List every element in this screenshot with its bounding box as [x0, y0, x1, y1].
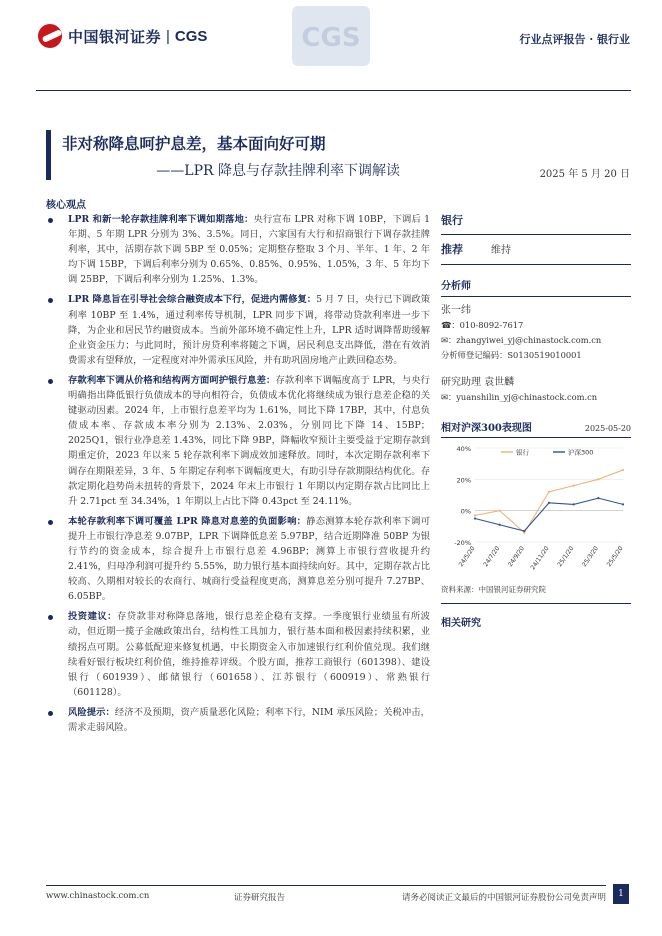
bullet-dot-icon — [48, 298, 53, 303]
key-point-text: 存款利率下调幅度高于 LPR，与央行明确指出降低银行负债成本的导向相符合，负债成本优化将继续成为银行息差企稳的关键驱动因素。2024 年，上市银行息差平均为 1.61%，同比下降 17BP，其中，付息负债成本率、存款成本率分别为 2.13%、2.03%，分别同比下降 14、15BP；2025Q1，银行业净息差 1.43%，同比下降 9BP，降幅收窄预计主要受益于定期存款到期重定价，2023 年以来 5 轮存款利率下调成效加速释放。同时，本次定期存款利率下调存在期限差异，3 年、5 年期定存利率下调幅度更大，有助引导存款期限结构优化。存款定期化趋势尚未扭转的背景下，2024 年末上市银行 1 年期以内定期存款占比同比上升 2.71pct 至 34.34%，1 年期以上占比下降 0.43pct 至 24.11%。 — [68, 374, 430, 507]
logo-separator: | — [166, 27, 170, 45]
key-point-text: 存贷款非对称降息落地，银行息差企稳有支撑。一季度银行业绩虽有所波动，但近期一揽子金融政策出台，结构性工具加力，银行基本面和极因素持续积累，业绩拐点可期。公募低配迎来修复机遇，中长期资金入市加速银行红利价值兑现。我们继续看好银行板块红利价值，维持推荐评级。个股方面，推荐工商银行（601398）、建设银行（601939）、邮储银行（601658）、江苏银行（600919）、常熟银行（601128）。 — [68, 611, 430, 698]
key-point-item — [46, 212, 430, 287]
x-tick-label: 25/5/20 — [605, 545, 625, 569]
assistant-email — [441, 390, 631, 405]
legend-label: 沪深300 — [568, 448, 594, 457]
key-point-item — [46, 292, 430, 367]
performance-chart — [441, 438, 631, 582]
series-point — [474, 514, 476, 516]
key-point-lead: 风险提示： — [68, 706, 115, 718]
rating-row — [441, 241, 631, 265]
cgs-watermark-icon — [288, 4, 374, 68]
analyst-cert: 分析师登记编码：S0130519010001 — [441, 350, 582, 360]
analyst-phone — [441, 318, 631, 333]
industry-label: 银行 — [441, 212, 631, 235]
x-tick-label: 25/1/20 — [556, 545, 576, 569]
report-category: 行业点评报告 · 银行业 — [519, 33, 630, 46]
rating-value: 维持 — [491, 245, 511, 256]
key-point-lead: LPR 降息旨在引导社会综合融资成本下行，促进内需修复： — [68, 294, 317, 306]
key-point-item — [46, 609, 430, 700]
key-point-text: 5 月 7 日，央行已下调政策利率 10BP 至 1.4%，通过利率传导机制，LPR 同步下调，将带动贷款利率进一步下降，为企业和居民节约融资成本。当前外部环境不确定性上升，LPR 适时调降帮助缓解企业资金压力；与此同时，预计房贷利率将随之下调，居民利息支出降低，潜在有效消费需求有望释放，一定程度对冲外需承压风险，并有助巩固房地产止跌回稳态势。 — [68, 294, 430, 366]
x-tick-label: 24/9/20 — [506, 545, 526, 569]
y-tick-label: 0% — [460, 507, 471, 516]
analyst-name: 张一纬 — [441, 305, 471, 316]
y-tick-label: -20% — [454, 539, 471, 547]
header-divider — [36, 90, 631, 91]
chart-title: 相对沪深300表现图 — [441, 423, 532, 434]
key-point-item — [46, 514, 430, 605]
analyst-heading: 分析师 — [441, 277, 631, 297]
key-point-lead: 存款利率下调从价格和结构两方面呵护银行息差： — [68, 374, 276, 386]
key-point-text: 静态测算本轮存款利率下调可提升上市银行净息差 9.07BP，LPR 下调降低息差 5.97BP，结合近期降准 50BP 为银行节约的资金成本，综合提升上市银行息差 4.96BP；测算上市银行营收提升约 2.41%，归母净利润可提升约 5.55%，助力银行基本面持续向好。其中，定期存款占比较高、久期相对较长的农商行、城商行受益程度更高，测算息差分别可提升 7.27BP、6.05BP。 — [68, 515, 430, 603]
series-point — [548, 502, 550, 504]
logo-brand-text: 中国银河证券 — [68, 28, 162, 46]
legend-label: 银行 — [516, 448, 529, 457]
x-tick-label: 24/7/20 — [482, 545, 502, 569]
chart-header — [441, 419, 631, 438]
bullet-dot-icon — [48, 379, 53, 384]
y-tick-label: 40% — [456, 445, 471, 453]
series-point — [597, 478, 599, 480]
email-address[interactable]: zhangyiwei_yj@chinastock.com.cn — [456, 335, 602, 345]
series-point — [474, 517, 476, 519]
key-point-lead: LPR 和新一轮存款挂牌利率下调如期落地： — [68, 214, 254, 225]
key-point-item — [46, 373, 430, 509]
series-point — [573, 503, 575, 505]
key-point-lead: 本轮存款利率下调可覆盖 LPR 降息对息差的负面影响： — [68, 515, 307, 527]
analyst-email — [441, 333, 631, 348]
bullet-dot-icon — [48, 615, 53, 620]
x-tick-label: 24/5/20 — [457, 545, 477, 569]
title-accent-bar — [46, 130, 51, 180]
svg-text:CGS: CGS — [301, 23, 361, 53]
y-tick-label: 20% — [456, 476, 471, 485]
assistant-email-address[interactable]: yuanshilin_yj@chinastock.com.cn — [456, 392, 598, 402]
key-point-text: 经济不及预期，资产质量恶化风险；利率下行，NIM 承压风险；关税冲击，需求走弱风险。 — [68, 706, 430, 733]
phone-number: 010-8092-7617 — [459, 320, 524, 330]
x-tick-label: 25/3/20 — [580, 545, 600, 569]
series-point — [548, 491, 550, 493]
bullet-dot-icon — [48, 711, 53, 716]
chart-source: 资料来源：中国银河证券研究院 — [441, 584, 631, 604]
report-date: 2025 年 5 月 20 日 — [539, 169, 630, 180]
phone-icon: ☎： — [441, 320, 460, 330]
logo-cgs-text: CGS — [174, 27, 208, 45]
logo-emblem-icon — [38, 24, 62, 48]
x-tick-label: 24/11/20 — [529, 545, 551, 572]
footer-disclaimer: 请务必阅读正文最后的中国银河证券股份公司免责声明 — [401, 893, 606, 903]
report-title: 非对称降息呵护息差，基本面向好可期 — [62, 134, 326, 153]
report-header — [0, 0, 662, 92]
key-point-item — [46, 705, 430, 735]
key-points-list — [46, 212, 430, 740]
assistant-name: 研究助理 袁世麟 — [441, 377, 515, 388]
rating-label: 推荐 — [441, 243, 463, 256]
series-point — [597, 497, 599, 499]
footer-type: 证券研究报告 — [234, 893, 286, 903]
company-logo — [38, 24, 207, 48]
series-point — [622, 503, 624, 505]
bullet-dot-icon — [48, 218, 53, 223]
bullet-dot-icon — [48, 520, 53, 525]
related-research-heading: 相关研究 — [441, 618, 481, 629]
series-point — [499, 510, 501, 512]
email-icon: ✉： — [441, 392, 457, 402]
series-point — [622, 469, 624, 471]
performance-chart-svg — [441, 438, 631, 582]
page-number: 1 — [613, 884, 629, 904]
footer-divider — [46, 885, 606, 886]
series-point — [523, 530, 525, 532]
series-point — [573, 485, 575, 487]
key-point-lead: 投资建议： — [68, 611, 117, 623]
series-point — [499, 524, 501, 526]
chart-date: 2025-05-20 — [584, 424, 631, 433]
footer-website[interactable]: www.chinastock.com.cn — [46, 891, 150, 901]
key-point-text: 央行宣布 LPR 对称下调 10BP，下调后 1 年期、5 年期 LPR 分别为 3%、3.5%。同日，六家国有大行和招商银行下调存款挂牌利率，其中，活期存款下调 5BP 至 0.05%；定期整存整取 3 个月、半年、1 年、2 年均下调 15BP，下调后利率分别为 0.65%、0.85%、0.95%、1.05%，3 年、5 年均下调 25BP，下调后利率分别为 1.25%、1.3%。 — [68, 214, 430, 286]
report-subtitle: ——LPR 降息与存款挂牌利率下调解读 — [156, 163, 400, 179]
sidebar — [441, 212, 631, 629]
key-points-label: 核心观点 — [46, 200, 86, 211]
email-icon: ✉： — [441, 335, 457, 345]
